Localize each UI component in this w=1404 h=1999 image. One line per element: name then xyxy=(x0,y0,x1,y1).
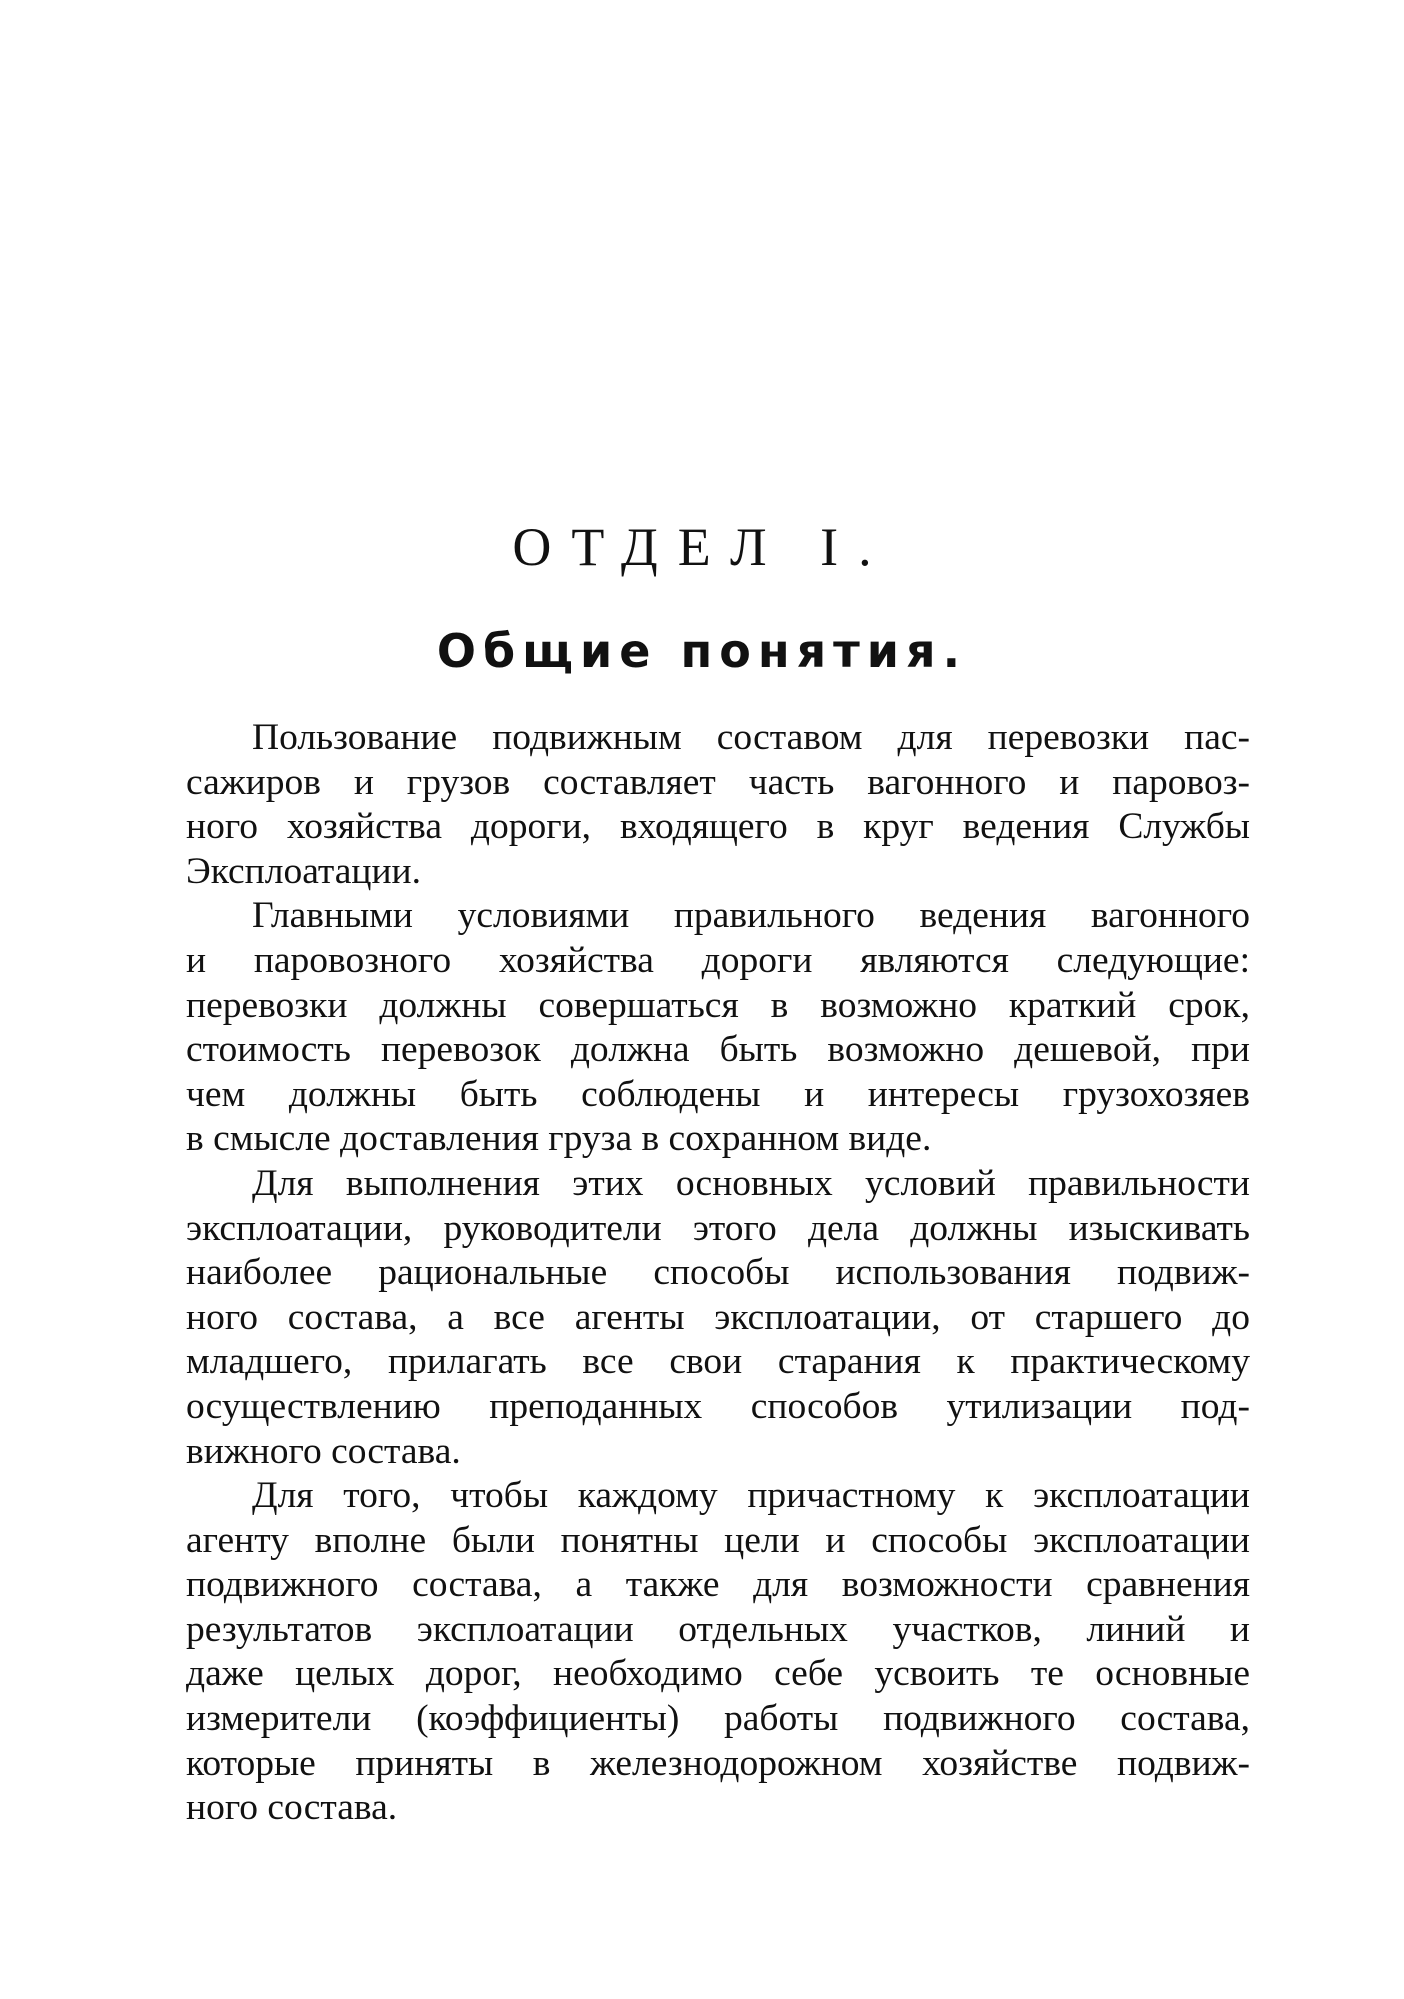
text-line: сажиров и грузов составляет часть вагонного и паровоз- xyxy=(186,761,1250,803)
text-line: и паровозного хозяйства дороги являются следующие: xyxy=(186,939,1250,981)
paragraph-4 xyxy=(186,1474,1250,1831)
text-line: ного состава. xyxy=(186,1787,398,1829)
text-line: наиболее рациональные способы использования подвиж- xyxy=(186,1252,1250,1294)
text-line: Эксплоатации. xyxy=(186,850,421,892)
text-line: результатов эксплоатации отдельных участков, линий и xyxy=(186,1608,1250,1650)
text-line: даже целых дорог, необходимо себе усвоить те основные xyxy=(186,1653,1250,1695)
text-line: стоимость перевозок должна быть возможно дешевой, при xyxy=(186,1029,1250,1071)
text-line: эксплоатации, руководители этого дела должны изыскивать xyxy=(186,1207,1250,1249)
text-line: младшего, прилагать все свои старания к практическому xyxy=(186,1341,1250,1383)
text-line: агенту вполне были понятны цели и способы эксплоатации xyxy=(186,1519,1250,1561)
section-title: Общие понятия. xyxy=(436,624,968,678)
text-line: которые приняты в железнодорожном хозяйстве подвиж- xyxy=(186,1742,1250,1784)
text-line: ного хозяйства дороги, входящего в круг ведения Службы xyxy=(186,806,1250,848)
text-line: Пользование подвижным составом для перевозки пас- xyxy=(252,717,1250,758)
text-line: измерители (коэффициенты) работы подвижного состава, xyxy=(186,1698,1250,1740)
text-line: вижного состава. xyxy=(186,1430,461,1472)
text-line: перевозки должны совершаться в возможно краткий срок, xyxy=(186,984,1250,1026)
text-line: Главными условиями правильного ведения вагонного xyxy=(252,895,1250,937)
paragraph-2 xyxy=(186,894,1250,1162)
text-line: Для выполнения этих основных условий правильности xyxy=(252,1162,1250,1204)
text-line: ного состава, а все агенты эксплоатации, от старшего до xyxy=(186,1296,1250,1338)
paragraph-3 xyxy=(186,1162,1250,1474)
text-line: Для того, чтобы каждому причастному к эксплоатации xyxy=(252,1475,1250,1517)
body-text xyxy=(186,716,1250,1831)
text-line: подвижного состава, а также для возможности сравнения xyxy=(186,1564,1250,1606)
text-line: осуществлению преподанных способов утилизации под- xyxy=(186,1385,1250,1427)
text-line: в смысле доставления груза в сохранном виде. xyxy=(186,1118,932,1160)
paragraph-1 xyxy=(186,716,1250,894)
text-line: чем должны быть соблюдены и интересы грузохозяев xyxy=(186,1073,1250,1115)
section-heading: ОТДЕЛ I. xyxy=(512,517,892,577)
